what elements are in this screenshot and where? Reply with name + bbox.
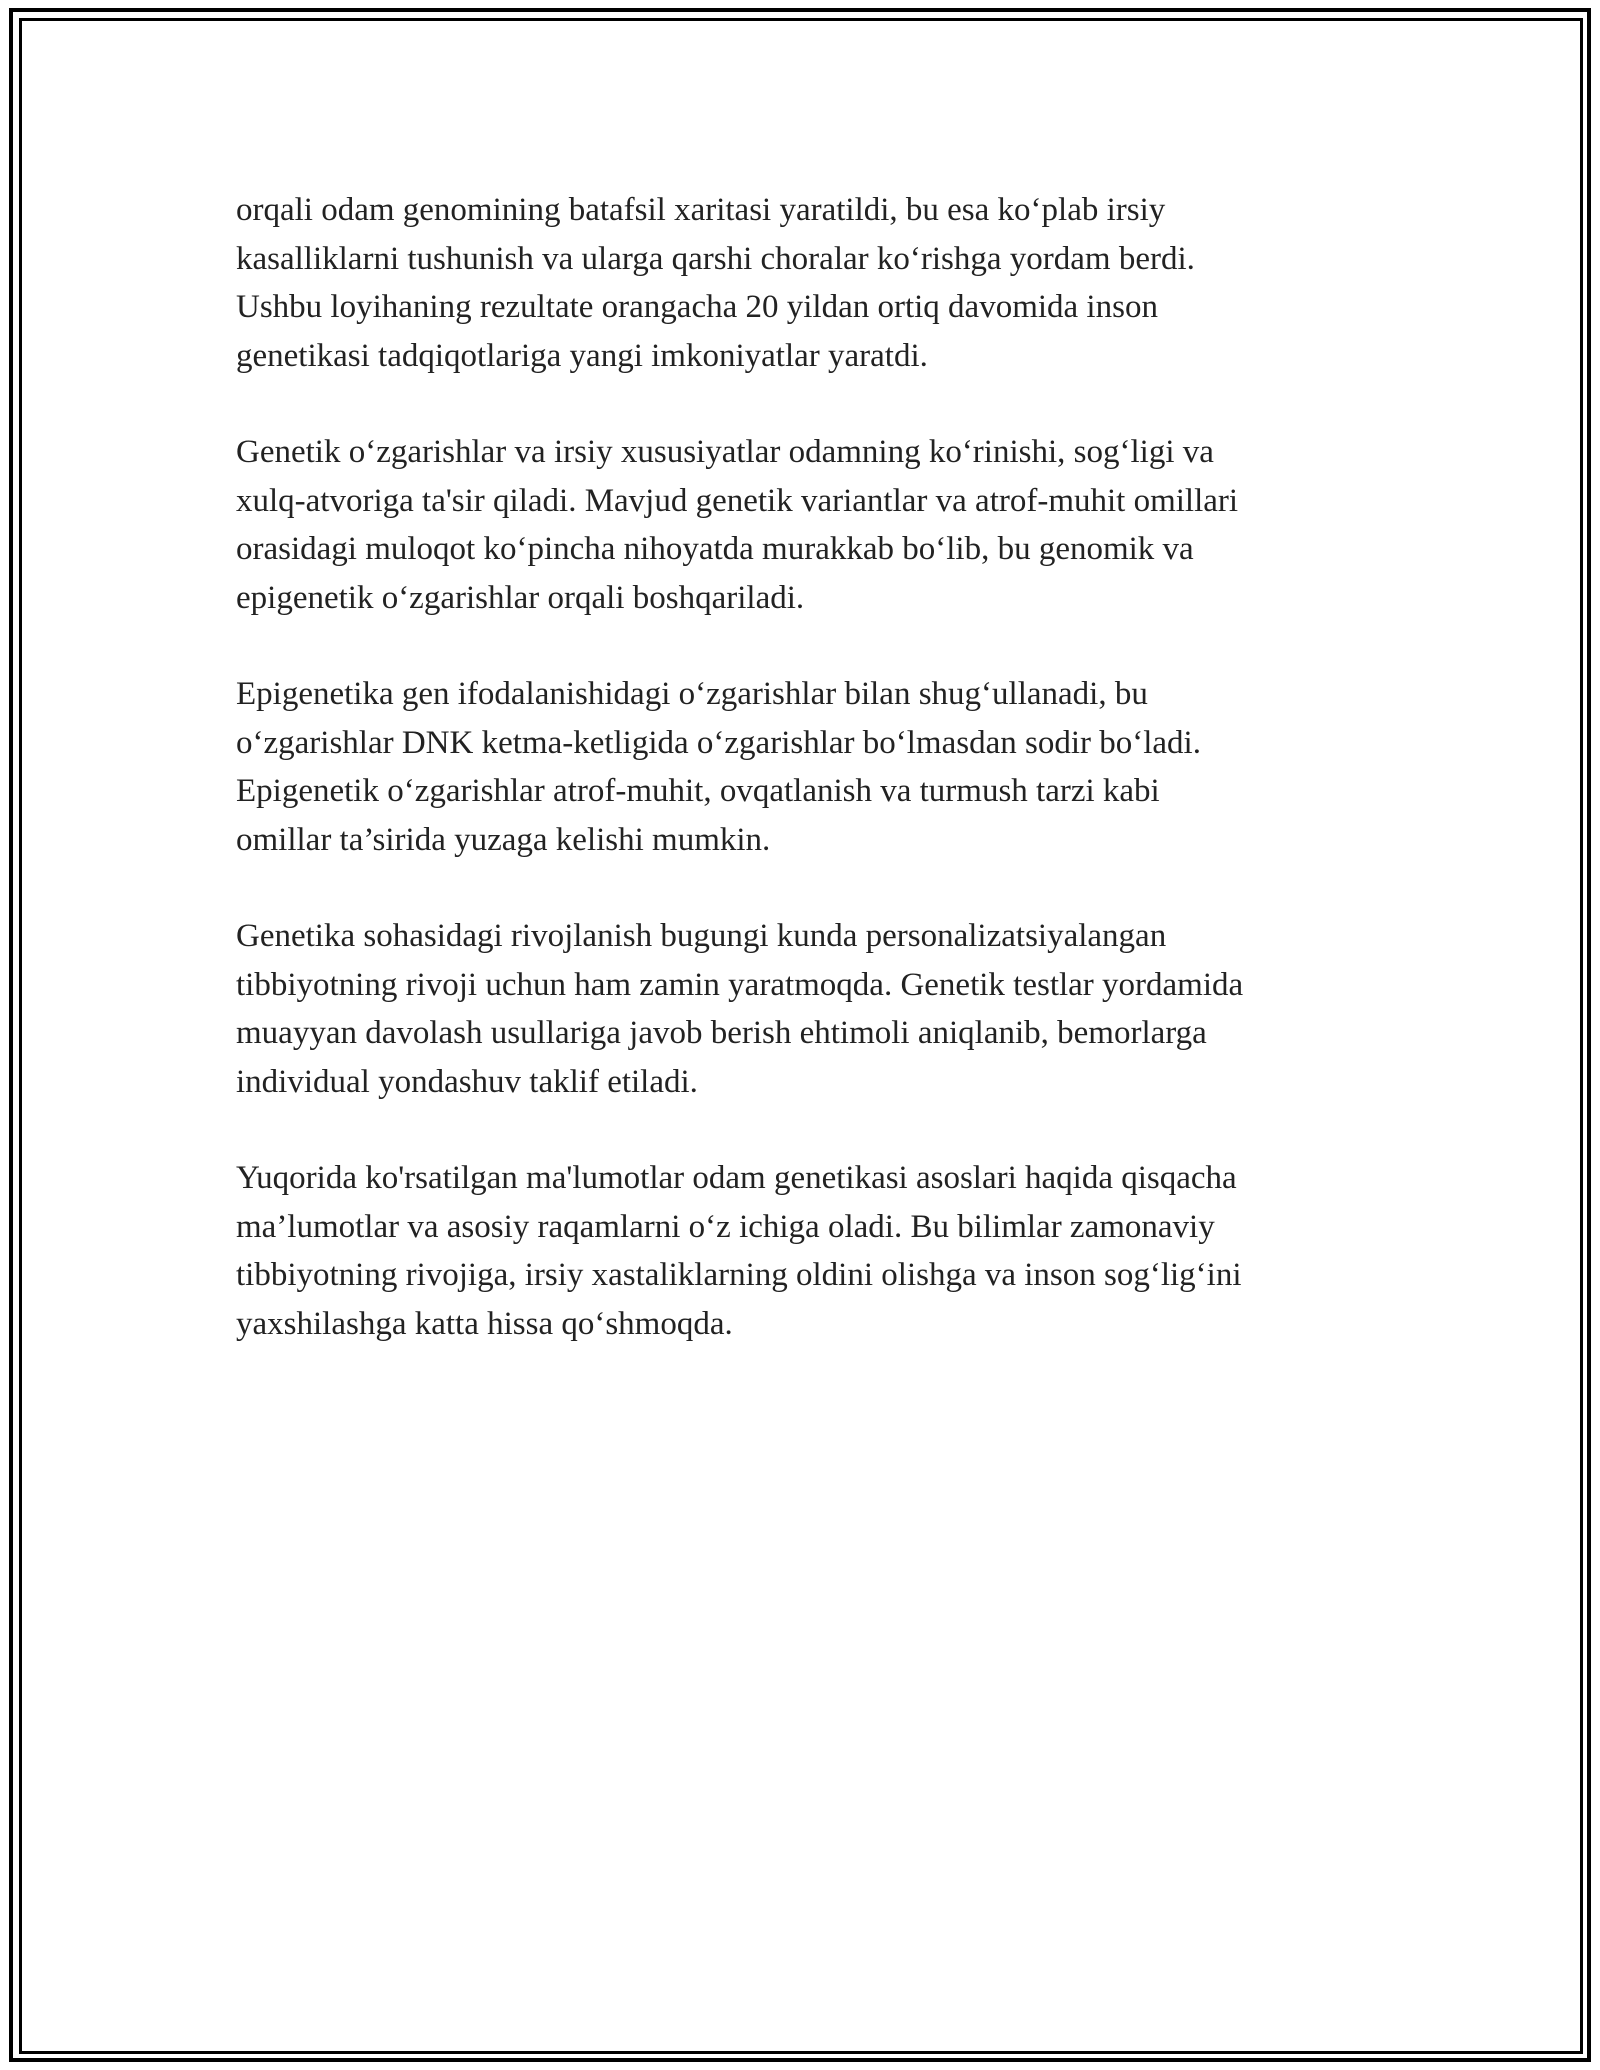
document-body: [236, 186, 1376, 1396]
paragraph-personalized-medicine: Genetika sohasidagi rivojlanish bugungi kunda personalizatsiyalangan tibbiyotning rivoji uchun ham zamin yaratmoqda. Genetik testlar yordamida muayyan davolash usullariga javob berish ehtimoli aniqlanib, bemorlarga individual yondashuv taklif etiladi.: [236, 918, 1244, 1100]
paragraph-summary: Yuqorida ko'rsatilgan ma'lumotlar odam genetikasi asoslari haqida qisqacha ma’lumotlar va asosiy raqamlarni o‘z ichiga oladi. Bu bilimlar zamonaviy tibbiyotning rivojiga, irsiy xastaliklarning oldini olishga va inson sog‘lig‘ini yaxshilashga katta hissa qo‘shmoqda.: [236, 1160, 1242, 1342]
paragraph-epigenetics: Epigenetika gen ifodalanishidagi o‘zgarishlar bilan shug‘ullanadi, bu o‘zgarishlar DNK ketma-ketligida o‘zgarishlar bo‘lmasdan sodir bo‘ladi. Epigenetik o‘zgarishlar atrof-muhit, ovqatlanish va turmush tarzi kabi omillar ta’sirida yuzaga kelishi mumkin.: [236, 676, 1201, 858]
paragraph-genome-map: orqali odam genomining batafsil xaritasi yaratildi, bu esa ko‘plab irsiy kasalliklarni tushunish va ularga qarshi choralar ko‘rishga yordam berdi. Ushbu loyihaning rezultate orangacha 20 yildan ortiq davomida inson genetikasi tadqiqotlariga yangi imkoniyatlar yaratdi.: [236, 192, 1195, 374]
paragraph-genetic-changes: Genetik o‘zgarishlar va irsiy xususiyatlar odamning ko‘rinishi, sog‘ligi va xulq-atvoriga ta'sir qiladi. Mavjud genetik variantlar va atrof-muhit omillari orasidagi muloqot ko‘pincha nihoyatda murakkab bo‘lib, bu genomik va epigenetik o‘zgarishlar orqali boshqariladi.: [236, 434, 1239, 616]
